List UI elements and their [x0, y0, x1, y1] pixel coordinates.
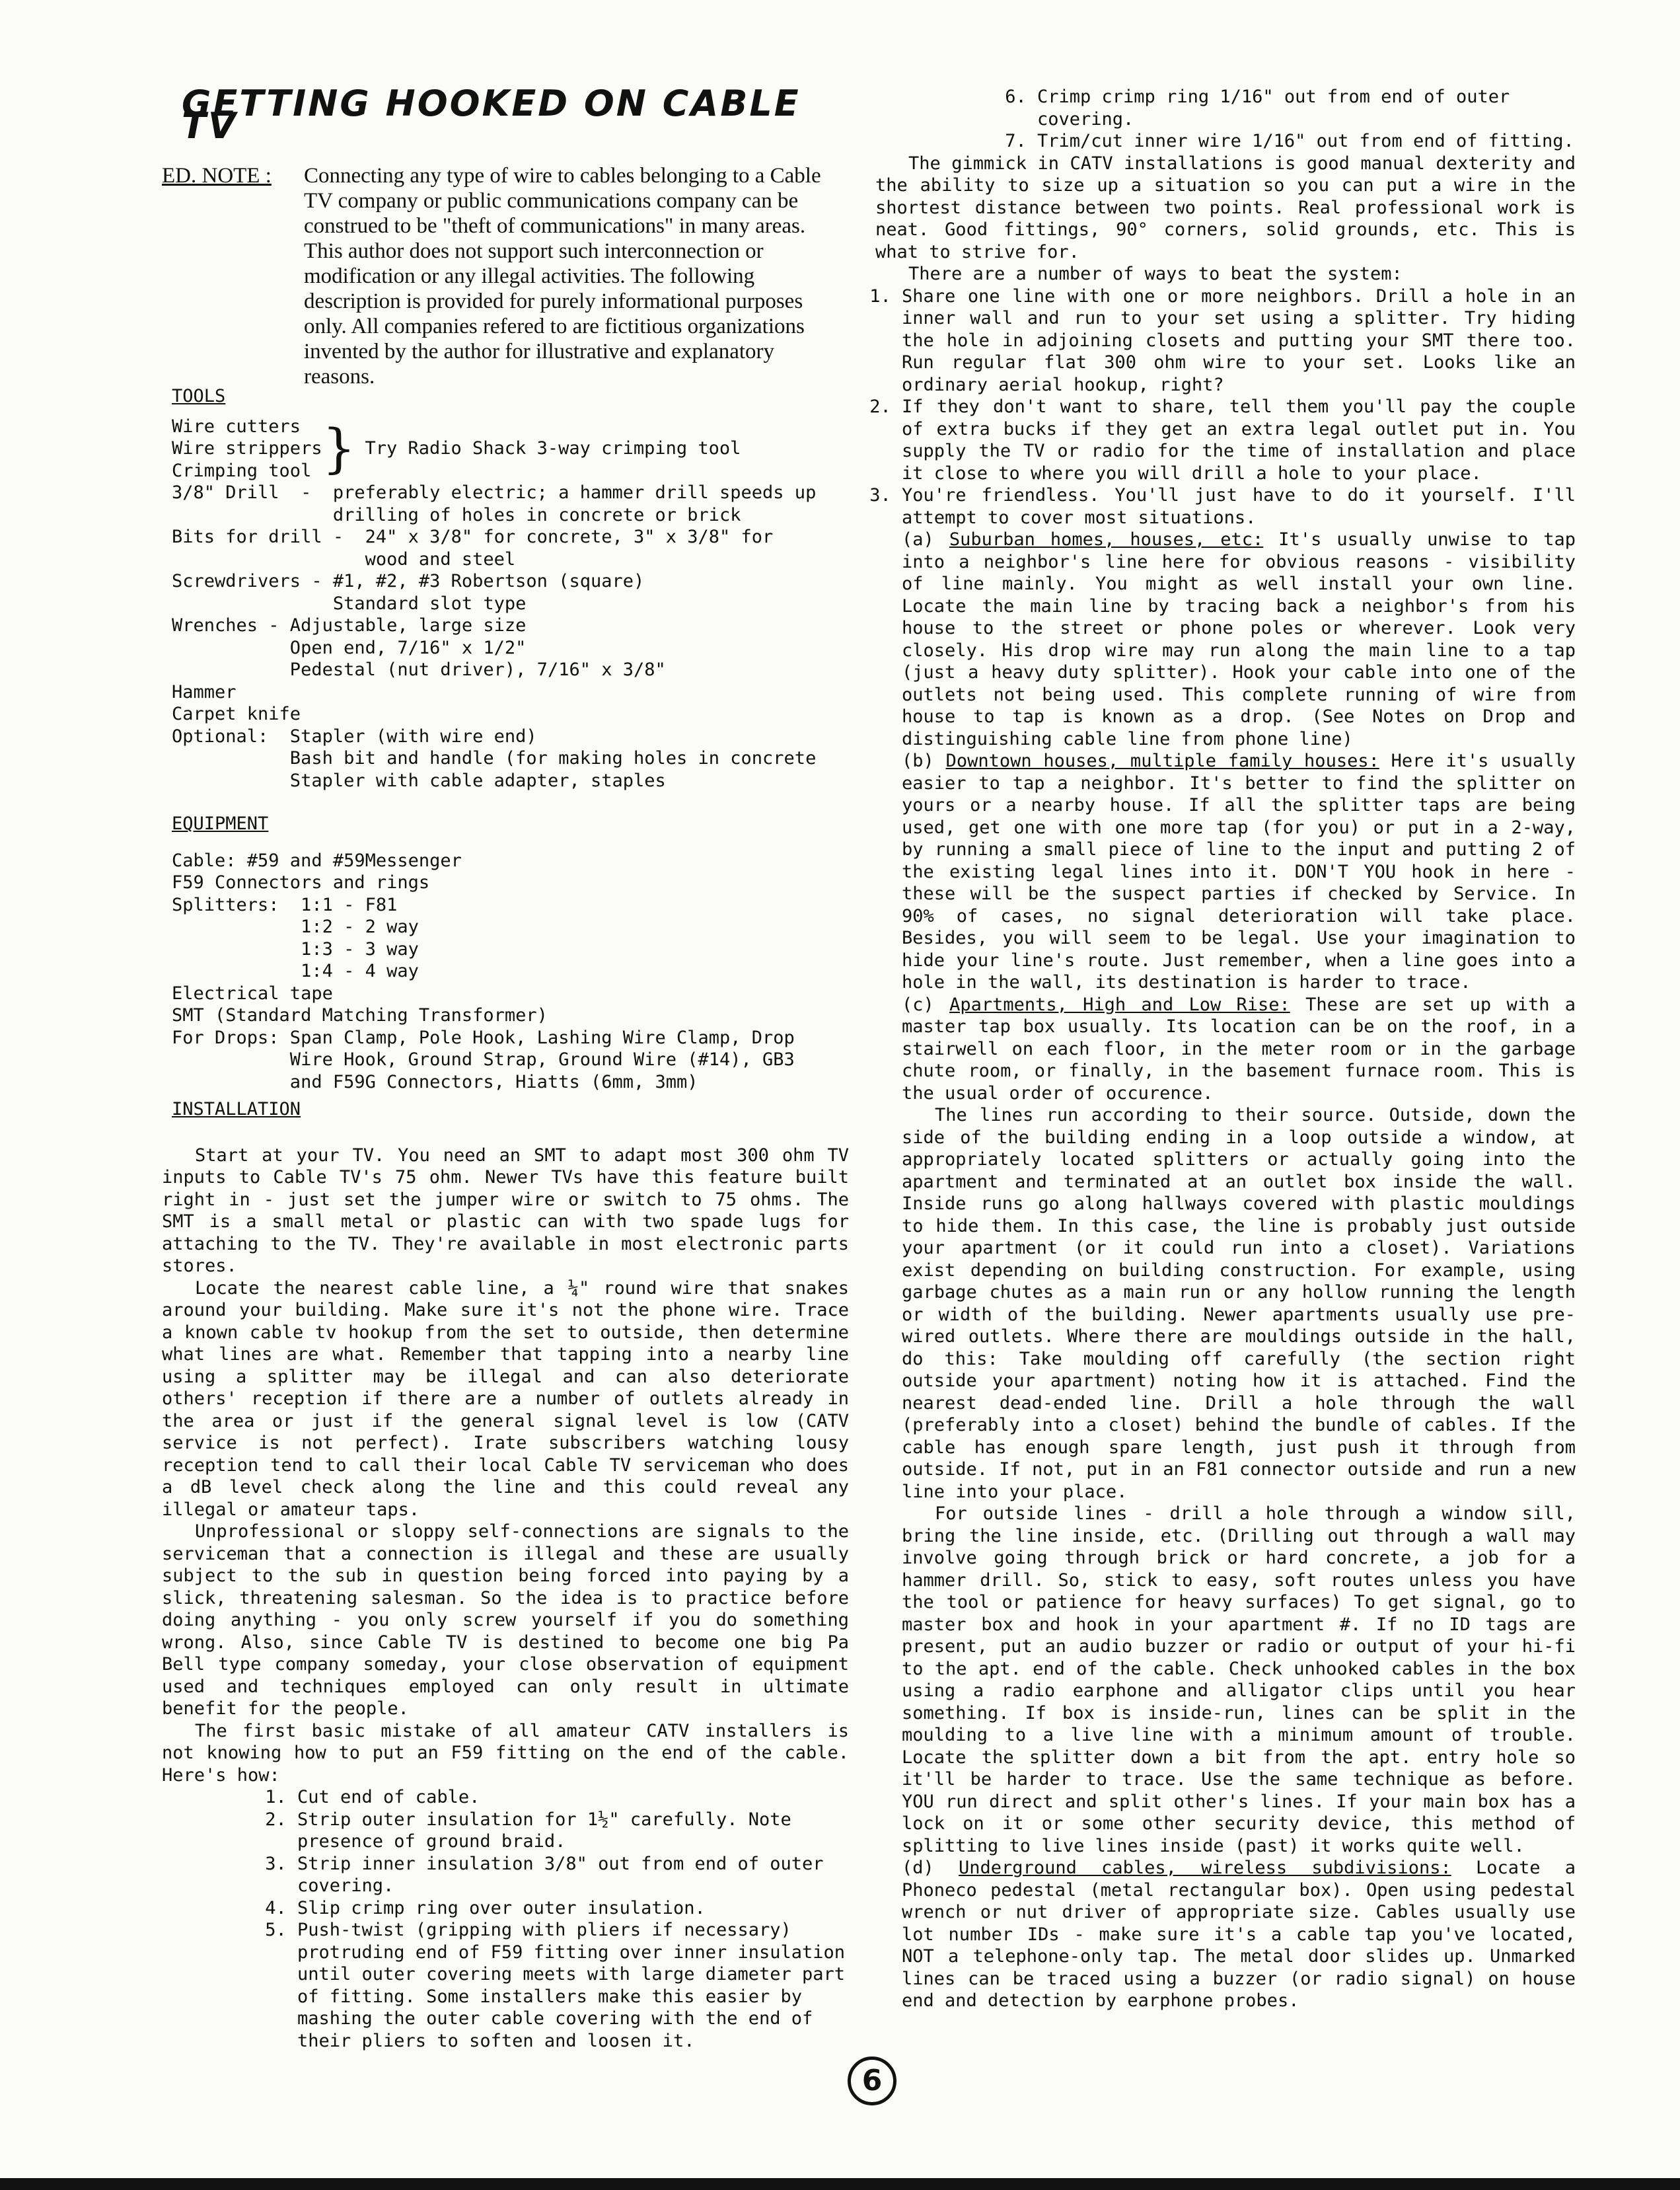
equipment-heading: EQUIPMENT — [172, 813, 269, 834]
subsection-text: Here it's usually easier to tap a neighbor. It's better to find the splitter on yours or a nearby house. If all the splitter taps are being used, get one with one more tap (for you) or put in a 2-way, by running a small piece of line to the input and putting 2 of the existing legal lines into it. DON'T YOU hook in here - these will be the suspect parties if checked by Service. In 90% of cases, no signal deterioration will take place. Besides, you will seem to be legal. Use your imagination to hide your line's route. Just remember, when a line goes into a hole in the wall, its destination is harder to trace. — [902, 751, 1576, 993]
gimmick-paragraph: The gimmick in CATV installations is good manual dexterity and the ability to size up a situation so you can put a wire in the shortest distance between two points. Real professional work is neat. Good fittings, 90° corners, solid grounds, etc. This is what to strive for. — [875, 153, 1576, 262]
tool-item: Crimping tool — [172, 460, 312, 481]
fitting-step: 7. Trim/cut inner wire 1/16" out from end of fitting. — [1037, 130, 1576, 153]
ways-intro: There are a number of ways to beat the system: — [908, 264, 1403, 284]
way-item — [902, 484, 1576, 2012]
subsection-underground — [902, 1857, 1576, 2012]
apartments-paragraph: The lines run according to their source. Outside, down the side of the building ending in a loop outside a window, at appropriately located splitters or actually going into the apartment and terminated at an outlet box inside the wall. Inside runs go along hallways covered with plastic mouldings to hide them. In this case, the line is probably just outside your apartment (or it could run into a closet). Variations exist depending on building construction. For example, using garbage chutes as a main run or any hollow running the length or width of the building. Newer apartments usually use pre-wired outlets. Where there are mouldings outside in the hall, do this: Take moulding off carefully (the section right outside your apartment) noting how it is attached. Find the nearest dead-ended line. Drill a hole through the wall (preferably into a closet) behind the bundle of cables. If the cable has enough spare length, just push it through from outside. If not, put in an F81 connector outside and run a new line into your place. — [902, 1105, 1576, 1502]
tool-line: Pedestal (nut driver), 7/16" x 3/8" — [172, 660, 666, 680]
bottom-rule — [0, 2178, 1680, 2190]
equipment-line: Electrical tape — [172, 983, 333, 1004]
way-item: 1. Share one line with one or more neighbors. Drill a hole in an inner wall and run to your set using a splitter. Try hiding the hole in adjoining closets and putting your SMT there too. Run regular flat 300 ohm wire to your set. Looks like an ordinary aerial hookup, right? — [902, 285, 1576, 396]
tool-item: Wire cutters — [172, 416, 301, 437]
installation-heading: INSTALLATION — [172, 1099, 301, 1119]
editor-note-text: Connecting any type of wire to cables belonging to a Cable TV company or public communications company can be construed to be "theft of communications" in many areas. This author does not support such interconnection or modification or any illegal activities. The following description is provided for purely informational purposes only. All companies refered to are fictitious organizations invented by the author for illustrative and explanatory reasons. — [304, 164, 821, 389]
equipment-line: Splitters: 1:1 - F81 — [172, 894, 398, 915]
subsection-text: Locate a Phoneco pedestal (metal rectangular box). Open using pedestal wrench or nut driver of appropriate size. Cables usually use lot number IDs - make sure it's a cable tap you've located, NOT a telephone-only tap. The metal door slides up. Unmarked lines can be traced using a buzzer (or radio signal) on house end and detection by earphone probes. — [902, 1858, 1576, 2011]
tools-list — [172, 416, 849, 792]
article-title: GETTING HOOKED ON CABLE TV — [182, 83, 801, 147]
subsection-heading: Apartments, High and Low Rise: — [949, 994, 1290, 1015]
fitting-step: 6. Crimp crimp ring 1/16" out from end of outer covering. — [1037, 86, 1576, 130]
fitting-step: 2. Strip outer insulation for 1½" carefully. Note presence of ground braid. — [297, 1809, 849, 1853]
right-column — [875, 86, 1576, 2012]
tool-line: Wrenches - Adjustable, large size — [172, 615, 527, 636]
subsection-label: (c) — [902, 994, 934, 1015]
brace-note: Try Radio Shack 3-way crimping tool — [365, 438, 741, 459]
tool-line: 3/8" Drill - preferably electric; a hammer drill speeds up — [172, 482, 817, 503]
subsection-heading: Downtown houses, multiple family houses: — [945, 751, 1379, 771]
subsection-heading: Underground cables, wireless subdivisions: — [959, 1858, 1451, 1878]
tool-line: Optional: Stapler (with wire end) — [172, 726, 537, 747]
tool-line: Screwdrivers - #1, #2, #3 Robertson (square) — [172, 571, 645, 591]
fitting-step: 5. Push-twist (gripping with pliers if necessary) protruding end of F59 fitting over inner insulation until outer covering meets with large diameter part of fitting. Some installers make this easier by mashing the outer cable covering with the end of their pliers to soften and loosen it. — [297, 1919, 849, 2052]
subsection-label: (a) — [902, 529, 934, 550]
subsection-label: (b) — [902, 751, 934, 771]
fitting-step: 4. Slip crimp ring over outer insulation. — [297, 1897, 849, 1920]
equipment-line: 1:4 - 4 way — [172, 961, 419, 981]
installation-paragraph: Unprofessional or sloppy self-connections are signals to the serviceman that a connection is illegal and these are usually subject to the sub in question being forced into paying by a slick, threatening salesman. So the idea is to practice before doing anything - you only screw yourself if you do something wrong. Also, since Cable TV is destined to become one big Pa Bell type company someday, your close observation of equipment used and techniques employed can only result in ultimate benefit for the people. — [162, 1521, 849, 1719]
right-brace-icon: } — [322, 417, 356, 479]
subsection-suburban — [902, 529, 1576, 750]
equipment-line: Cable: #59 and #59Messenger — [172, 850, 462, 871]
tool-line: Hammer — [172, 681, 237, 702]
subsection-text: It's usually unwise to tap into a neighbor's line here for obvious reasons - visibility of line mainly. You might as well install your own line. Locate the main line by tracing back a neighbor's from his house to the street or phone poles or wherever. Look very closely. His drop wire may run along the main line to a tap (just a heavy duty splitter). Hook your cable into one of the outlets not being used. This complete running of wire from house to tap is known as a drop. (See Notes on Drop and distinguishing cable line from phone line) — [902, 529, 1576, 749]
installation-body — [162, 1145, 849, 2053]
subsection-downtown — [902, 750, 1576, 994]
tool-item: Wire strippers — [172, 438, 322, 459]
installation-paragraph: Locate the nearest cable line, a ¼" round wire that snakes around your building. Make sure it's not the phone wire. Trace a known cable tv hookup from the set to outside, then determine what lines are what. Remember that tapping into a nearby line using a splitter may be illegal and can also deteriorate others' reception if there are a number of outlets already in the area or just if the general signal level is low (CATV service is not perfect). Irate subscribers watching lousy reception tend to call their local Cable TV serviceman who does a dB level check along the line and this could reveal any illegal or amateur taps. — [162, 1277, 849, 1520]
subsection-label: (d) — [902, 1858, 934, 1878]
equipment-line: Wire Hook, Ground Strap, Ground Wire (#14), GB3 — [172, 1049, 795, 1070]
fitting-step: 3. Strip inner insulation 3/8" out from end of outer covering. — [297, 1853, 849, 1897]
tool-line: drilling of holes in concrete or brick — [172, 504, 741, 525]
way-item: 2. If they don't want to share, tell them you'll pay the couple of extra bucks if they get an extra legal outlet put in. You supply the TV or radio for the time of installation and place it close to where you will drill a hole to your place. — [902, 396, 1576, 484]
fitting-steps-continued — [1007, 86, 1576, 153]
editor-note — [162, 163, 849, 389]
equipment-line: SMT (Standard Matching Transformer) — [172, 1005, 548, 1026]
editor-note-label: ED. NOTE : — [162, 164, 272, 188]
tool-line: Open end, 7/16" x 1/2" — [172, 637, 527, 658]
equipment-line: F59 Connectors and rings — [172, 872, 430, 893]
installation-paragraph: Start at your TV. You need an SMT to adapt most 300 ohm TV inputs to Cable TV's 75 ohm. Newer TVs have this feature built right in - just set the jumper wire or switch to 75 ohms. The SMT is a small metal or plastic can with two spade lugs for attaching to the TV. They're available in most electronic parts stores. — [162, 1145, 849, 1276]
page-number: 6 — [848, 2057, 896, 2105]
left-column — [162, 83, 849, 2052]
tool-line: Bits for drill - 24" x 3/8" for concrete, 3" x 3/8" for — [172, 527, 774, 547]
equipment-list — [172, 850, 849, 1094]
tool-line: wood and steel — [172, 548, 516, 570]
tools-heading: TOOLS — [172, 386, 226, 406]
tool-line: Carpet knife — [172, 704, 301, 724]
ways-list — [875, 285, 1576, 2012]
equipment-line: 1:3 - 3 way — [172, 938, 419, 960]
subsection-apartments — [902, 994, 1576, 1105]
tool-line: Standard slot type — [172, 593, 527, 614]
fitting-step: 1. Cut end of cable. — [297, 1786, 849, 1809]
equipment-line: For Drops: Span Clamp, Pole Hook, Lashing Wire Clamp, Drop — [172, 1027, 795, 1048]
tool-line: Bash bit and handle (for making holes in concrete — [172, 748, 817, 769]
way-item-text: You're friendless. You'll just have to do it yourself. I'll attempt to cover most situations. — [902, 485, 1576, 528]
fitting-steps — [268, 1786, 849, 2052]
crimping-tools-group — [172, 416, 849, 482]
subsection-text: These are set up with a master tap box usually. Its location can be on the roof, in a stairwell on each floor, in the meter room or in the garbage chute room, or finally, in the basement furnace room. This is the usual order of occurence. — [902, 994, 1576, 1104]
apartments-paragraph: For outside lines - drill a hole through a window sill, bring the line inside, etc. (Drilling out through a wall may involve going through brick or hard concrete, a job for a hammer drill. So, stick to easy, soft routes unless you have the tool or patience for heavy surfaces) To get signal, go to master box and hook in your apartment #. If no ID tags are present, put an audio buzzer or radio or output of your hi-fi to the apt. end of the cable. Check unhooked cables in the box using a radio earphone and alligator clips until you hear something. If box is inside-run, lines can be split in the moulding to a live line with a minimum amount of trouble. Locate the splitter down a bit from the apt. entry hole so it'll be harder to trace. Use the same technique as before. YOU run direct and split other's lines. If your main box has a lock on it or some other security device, this method of splitting to live lines inside (past) it works quite well. — [902, 1503, 1576, 1856]
tool-line: Stapler with cable adapter, staples — [172, 770, 666, 791]
subsection-heading: Suburban homes, houses, etc: — [949, 529, 1264, 550]
installation-paragraph: The first basic mistake of all amateur CATV installers is not knowing how to put an F59 fitting on the end of the cable. Here's how: — [162, 1720, 849, 1786]
equipment-line: and F59G Connectors, Hiatts (6mm, 3mm) — [172, 1071, 698, 1092]
equipment-line: 1:2 - 2 way — [172, 917, 419, 937]
